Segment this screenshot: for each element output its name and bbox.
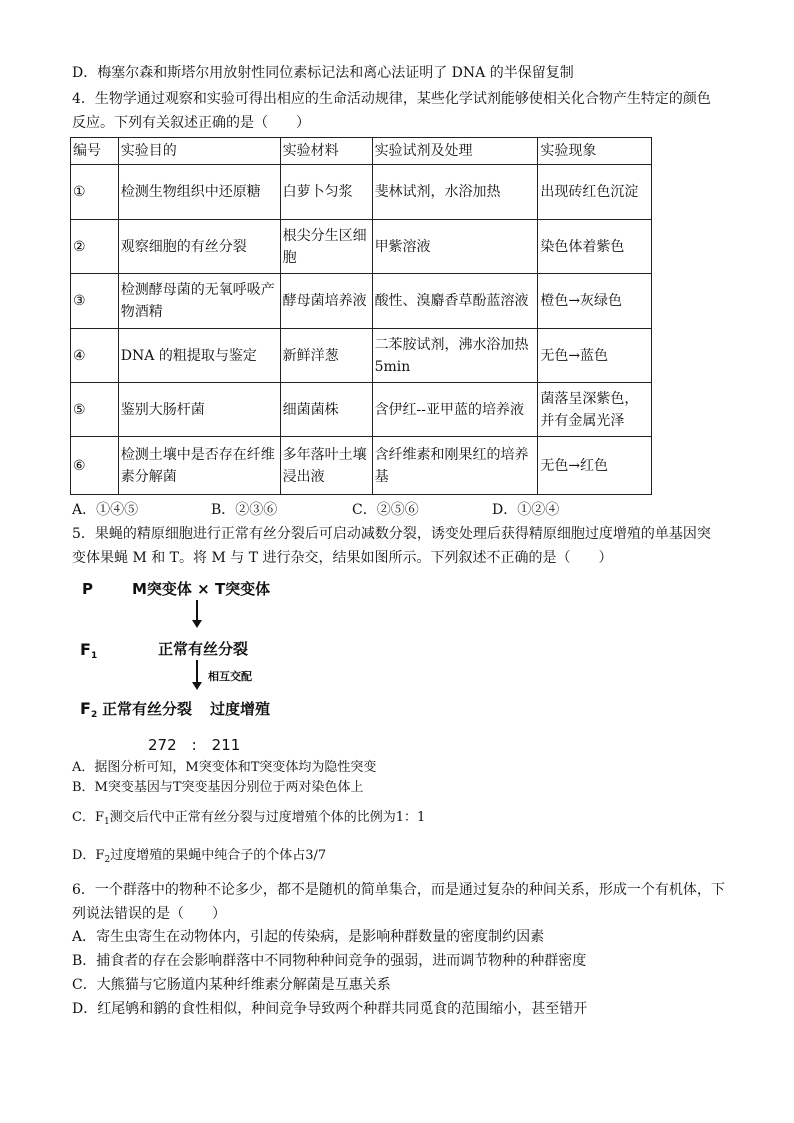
q4-stem-line2: 反应。下列有关叙述正确的是（ ） [72, 115, 310, 131]
header-cell: 编号 [71, 138, 119, 165]
table-cell: ② [71, 220, 119, 274]
table-cell: 酵母菌培养液 [280, 274, 372, 329]
table-cell: ⑤ [71, 383, 119, 437]
table-cell: 细菌菌株 [280, 383, 372, 437]
f2-ratio: 272 : 211 [148, 736, 241, 754]
table-cell: 甲紫溶液 [372, 220, 538, 274]
q4-stem-line1: 4．生物学通过观察和实验可得出相应的生命活动规律，某些化学试剂能够使相关化合物产生特定的颜色 [72, 91, 711, 107]
f2-text-over: 过度增殖 [210, 700, 271, 718]
table-cell: DNA 的粗提取与鉴定 [118, 329, 280, 383]
q5-stem-line1: 5．果蝇的精原细胞进行正常有丝分裂后可启动减数分裂，诱变处理后获得精原细胞过度增殖的单基因突 [72, 526, 711, 542]
table-cell: 菌落呈深紫色，并有金属光泽 [538, 383, 652, 437]
header-cell: 实验材料 [280, 138, 372, 165]
table-row [71, 220, 652, 274]
q6-option-b: B．捕食者的存在会影响群落中不同物种种间竞争的强弱，进而调节物种的种群密度 [72, 953, 587, 969]
header-cell: 实验现象 [538, 138, 652, 165]
table-cell: ① [71, 165, 119, 220]
q3-option-d: D．梅塞尔森和斯塔尔用放射性同位素标记法和离心法证明了 DNA 的半保留复制 [72, 65, 574, 81]
table-row [71, 383, 652, 437]
table-cell: 检测酵母菌的无氧呼吸产物酒精 [118, 274, 280, 329]
q4-option-a: A．①④⑤ [72, 502, 139, 518]
q5-option-c: C．$F_1$测交后代中正常有丝分裂与过度增殖个体的比例为1：1 [72, 810, 426, 827]
f1-label: $F_1$ [80, 640, 98, 661]
p-label: P [82, 580, 93, 598]
table-cell: 根尖分生区细胞 [280, 220, 372, 274]
down-arrow-icon [196, 600, 198, 622]
f2-label: $F_2$ [80, 699, 98, 720]
down-arrow-icon [196, 660, 198, 684]
q4-option-b: B．②③⑥ [211, 502, 278, 518]
q6-option-c: C．大熊猫与它肠道内某种纤维素分解菌是互惠关系 [72, 977, 391, 993]
table-cell: ③ [71, 274, 119, 329]
table-header-row [71, 138, 652, 165]
table-row [71, 329, 652, 383]
table-cell: 观察细胞的有丝分裂 [118, 220, 280, 274]
table-cell: 酸性、溴麝香草酚蓝溶液 [372, 274, 538, 329]
header-cell: 实验试剂及处理 [372, 138, 538, 165]
table-row [71, 274, 652, 329]
table-cell: 检测生物组织中还原糖 [118, 165, 280, 220]
table-cell: 斐林试剂，水浴加热 [372, 165, 538, 220]
table-cell: 新鲜洋葱 [280, 329, 372, 383]
table-row [71, 437, 652, 495]
q4-option-d: D．①②④ [492, 502, 560, 518]
q6-stem-line2: 列说法错误的是（ ） [72, 906, 226, 922]
table-cell: 鉴别大肠杆菌 [118, 383, 280, 437]
q5-stem-line2: 变体果蝇 M 和 T。将 M 与 T 进行杂交，结果如图所示。下列叙述不正确的是（ ） [72, 550, 613, 566]
q4-option-c: C．②⑤⑥ [352, 502, 419, 518]
q5-option-b: B．M突变基因与T突变基因分别位于两对染色体上 [72, 780, 364, 795]
table-cell: 二苯胺试剂，沸水浴加热 5min [372, 329, 538, 383]
table-cell: 多年落叶土壤浸出液 [280, 437, 372, 495]
table-cell: 无色→蓝色 [538, 329, 652, 383]
q6-option-d: D．红尾鸲和鹟的食性相似，种间竞争导致两个种群共同觅食的范围缩小，甚至错开 [72, 1001, 588, 1017]
table-cell: ④ [71, 329, 119, 383]
q5-option-a: A．据图分析可知，M突变体和T突变体均为隐性突变 [72, 760, 377, 775]
table-row [71, 165, 652, 220]
q6-option-a: A．寄生虫寄生在动物体内，引起的传染病，是影响种群数量的密度制约因素 [72, 929, 545, 945]
header-cell: 实验目的 [118, 138, 280, 165]
experiment-table [70, 137, 652, 495]
table-cell: 含伊红--亚甲蓝的培养液 [372, 383, 538, 437]
table-cell: 无色→红色 [538, 437, 652, 495]
table-cell: 染色体着紫色 [538, 220, 652, 274]
q6-stem-line1: 6．一个群落中的物种不论多少，都不是随机的简单集合，而是通过复杂的种间关系，形成一个有机体，下 [72, 882, 725, 898]
f2-text-normal: 正常有丝分裂 [102, 700, 193, 718]
mating-label: 相互交配 [208, 670, 252, 683]
table-cell: 检测土壤中是否存在纤维素分解菌 [118, 437, 280, 495]
q5-option-d: D．$F_2$过度增殖的果蝇中纯合子的个体占3/7 [72, 848, 327, 865]
cross-diagram [78, 572, 398, 757]
f1-text: 正常有丝分裂 [158, 640, 249, 658]
table-cell: 含纤维素和刚果红的培养基 [372, 437, 538, 495]
table-cell: 白萝卜匀浆 [280, 165, 372, 220]
p-cross: M突变体 × T突变体 [132, 580, 271, 598]
table-cell: ⑥ [71, 437, 119, 495]
table-cell: 橙色→灰绿色 [538, 274, 652, 329]
table-cell: 出现砖红色沉淀 [538, 165, 652, 220]
